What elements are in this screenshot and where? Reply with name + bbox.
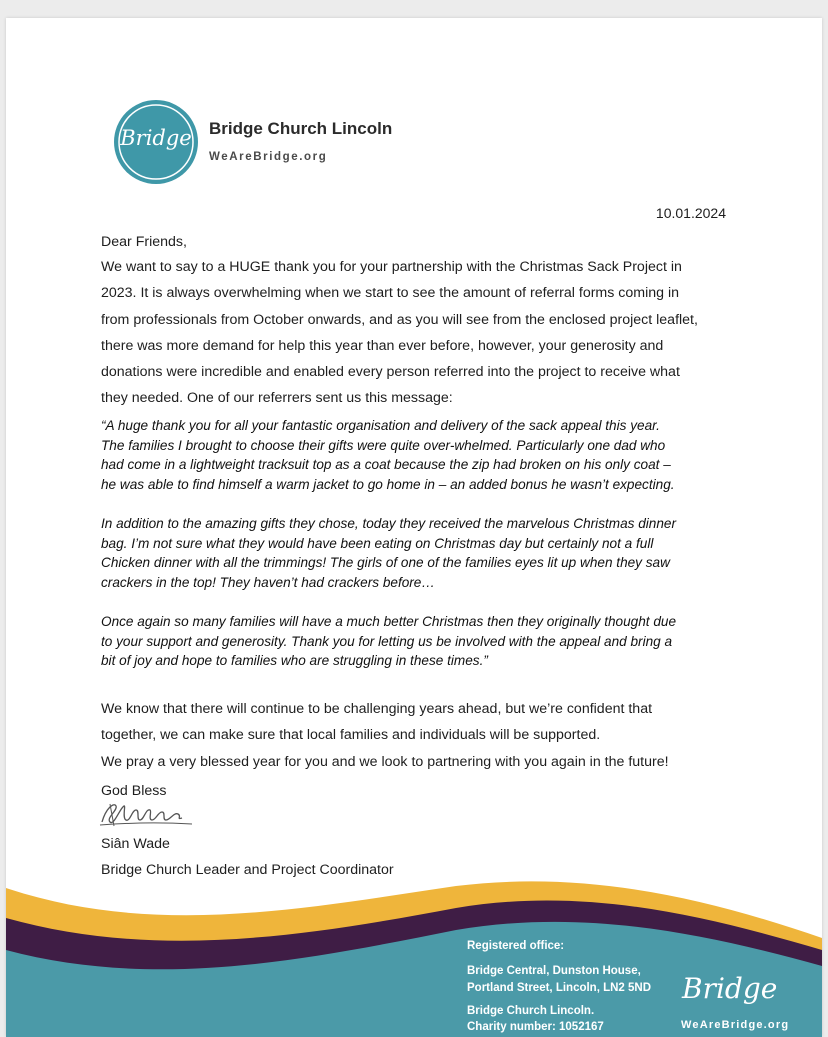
footer-waves — [6, 878, 822, 1037]
handwritten-signature — [96, 798, 196, 835]
quote-line: Chicken dinner with all the trimmings! The girls of one of the families eyes lit up when they saw — [101, 555, 670, 570]
greeting — [101, 229, 731, 255]
organization-website: WeAreBridge.org — [209, 151, 328, 163]
charity-name: Bridge Church Lincoln. — [467, 1005, 595, 1017]
quote-line: In addition to the amazing gifts they chose, today they received the marvelous Christmas dinner — [101, 516, 677, 531]
letter-date: 10.01.2024 — [655, 205, 726, 221]
sign-off-text: God Bless — [101, 783, 167, 799]
quote-line: bit of joy and hope to families who are struggling in these times.” — [101, 653, 488, 668]
intro-paragraph — [101, 254, 731, 412]
intro-line: there was more demand for help this year than ever before, however, your generosity and — [101, 337, 664, 354]
logo-wordmark: Bridge — [120, 126, 192, 150]
organization-name: Bridge Church Lincoln — [209, 119, 393, 138]
footer-logo-wordmark: Bridge — [682, 972, 778, 1005]
closing-line: We pray a very blessed year for you and we look to partnering with you again in the future! — [101, 753, 669, 770]
intro-line: from professionals from October onwards, and as you will see from the enclosed project leaflet, — [101, 311, 698, 328]
intro-line: We want to say to a HUGE thank you for your partnership with the Christmas Sack Project in — [101, 259, 682, 275]
quote-line: Once again so many families will have a much better Christmas then they originally thought due — [101, 614, 677, 629]
quote-paragraph-3 — [101, 612, 731, 671]
bridge-logo — [114, 100, 198, 184]
address-line: Bridge Central, Dunston House, — [467, 965, 641, 977]
intro-line: 2023. It is always overwhelming when we start to see the amount of referral forms coming in — [101, 285, 680, 302]
quote-line: “A huge thank you for all your fantastic organisation and delivery of the sack appeal this year. — [101, 418, 660, 433]
closing-line: together, we can make sure that local families and individuals will be supported. — [101, 727, 601, 744]
quote-line: bag. I’m not sure what they would have been eating on Christmas day but certainly not a full — [101, 535, 654, 551]
registered-office-label: Registered office: — [467, 940, 565, 952]
greeting-text: Dear Friends, — [101, 234, 187, 250]
intro-line: they needed. One of our referrers sent us this message: — [101, 390, 453, 407]
letter-page — [6, 18, 822, 1037]
closing-line: We know that there will continue to be challenging years ahead, but we’re confident that — [101, 701, 653, 717]
footer-website: WeAreBridge.org — [681, 1019, 790, 1031]
charity-number: Charity number: 1052167 — [467, 1021, 604, 1033]
quote-line: crackers in the top! They haven’t had crackers before… — [101, 574, 435, 590]
quote-paragraph-2 — [101, 514, 731, 592]
signer-block — [101, 831, 731, 884]
quote-line: The families I brought to choose their gifts were quite over-whelmed. Particularly one dad who — [101, 437, 666, 453]
quote-line: had come in a lightweight tracksuit top as a coat because the zip had broken on his only coat – — [101, 457, 671, 472]
signer-title: Bridge Church Leader and Project Coordinator — [101, 862, 394, 879]
quote-line: to your support and generosity. Thank you for letting us be involved with the appeal and bring a — [101, 633, 673, 649]
intro-line: donations were incredible and enabled every person referred into the project to receive what — [101, 364, 680, 381]
quote-paragraph-1 — [101, 416, 731, 494]
address-line: Portland Street, Lincoln, LN2 5ND — [467, 982, 652, 994]
signer-name: Siân Wade — [101, 836, 170, 852]
quote-line: he was able to find himself a warm jacket to go home in – an added bonus he wasn’t expecting. — [101, 476, 675, 492]
closing-paragraph — [101, 696, 731, 775]
